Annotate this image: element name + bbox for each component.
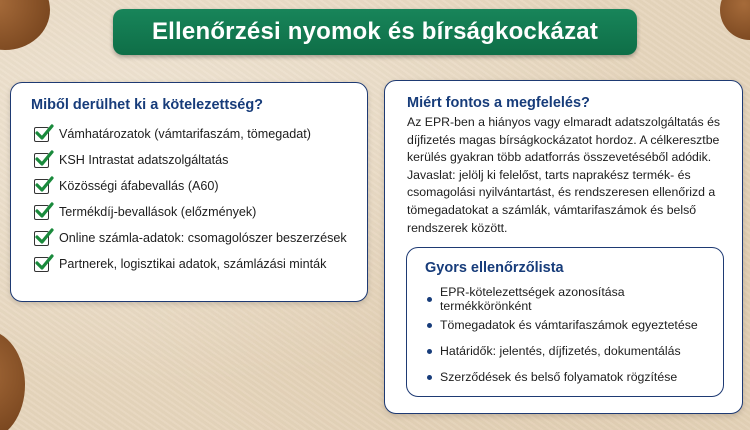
checklist-item: [425, 364, 711, 390]
checkmark-icon: [34, 153, 49, 168]
decorative-leaf-bottom-left: [0, 330, 25, 430]
checkmark-icon: [34, 205, 49, 220]
obligation-sources-card: [10, 82, 368, 302]
bullet-icon: [427, 349, 432, 354]
checkmark-icon: [34, 231, 49, 246]
paragraph-line: rendszerek között.: [407, 220, 508, 235]
paragraph-line: díjfizetés magas bírságkockázatot hordoz. A célkeresztbe: [407, 132, 720, 147]
quick-checklist-list: [425, 286, 711, 390]
compliance-paragraph: [407, 114, 728, 237]
source-item: [31, 199, 351, 225]
bullet-icon: [427, 297, 432, 302]
bullet-icon: [427, 323, 432, 328]
paragraph-line: tömegadatokat a számlák, vámtarifaszámok és belső: [407, 202, 697, 217]
source-item: [31, 225, 351, 251]
page-title: Ellenőrzési nyomok és bírságkockázat: [151, 18, 599, 45]
decorative-leaf-top-left: [0, 0, 50, 50]
checklist-item: [425, 312, 711, 338]
source-item: [31, 121, 351, 147]
source-item-label: Közösségi áfabevallás (A60): [59, 179, 219, 193]
checklist-item: [425, 338, 711, 364]
source-item: [31, 251, 351, 277]
paragraph-line: Az EPR-ben a hiányos vagy elmaradt adatszolgáltatás és: [407, 115, 721, 129]
quick-checklist-card: [406, 247, 724, 397]
checklist-item-label: Szerződések és belső folyamatok rögzítése: [440, 370, 678, 384]
decorative-leaf-top-right: [720, 0, 750, 40]
source-item: [31, 147, 351, 173]
checkmark-icon: [34, 257, 49, 272]
checkmark-icon: [34, 127, 49, 142]
checkmark-icon: [34, 179, 49, 194]
checklist-item-label: Tömegadatok és vámtarifaszámok egyeztetése: [440, 318, 698, 332]
obligation-sources-title: Miből derülhet ki a kötelezettség?: [31, 97, 264, 113]
checklist-item-label: EPR-kötelezettségek azonosítása termékkörönként: [440, 285, 625, 313]
header-banner: [113, 9, 637, 55]
paragraph-line: kerülés gyakran több adatforrás összevetéséből adódik.: [407, 150, 712, 165]
source-item: [31, 173, 351, 199]
obligation-sources-list: [31, 121, 351, 277]
checklist-item: [425, 286, 711, 312]
checklist-item-label: Határidők: jelentés, díjfizetés, dokumentálás: [440, 344, 681, 358]
source-item-label: Partnerek, logisztikai adatok, számlázási minták: [59, 257, 327, 271]
source-item-label: Online számla-adatok: csomagolószer beszerzések: [59, 231, 347, 245]
quick-checklist-title: Gyors ellenőrzőlista: [425, 260, 564, 276]
bullet-icon: [427, 375, 432, 380]
source-item-label: KSH Intrastat adatszolgáltatás: [59, 153, 229, 167]
compliance-importance-card: [384, 80, 743, 414]
source-item-label: Termékdíj-bevallások (előzmények): [59, 205, 257, 219]
paragraph-line: Javaslat: jelölj ki felelőst, tarts naprakész termék- és: [407, 167, 691, 182]
paragraph-line: csomagolási nyilvántartást, és rendszeresen ellenőrizd a: [407, 185, 716, 200]
source-item-label: Vámhatározatok (vámtarifaszám, tömegadat): [59, 127, 311, 141]
compliance-importance-title: Miért fontos a megfelelés?: [407, 95, 590, 111]
